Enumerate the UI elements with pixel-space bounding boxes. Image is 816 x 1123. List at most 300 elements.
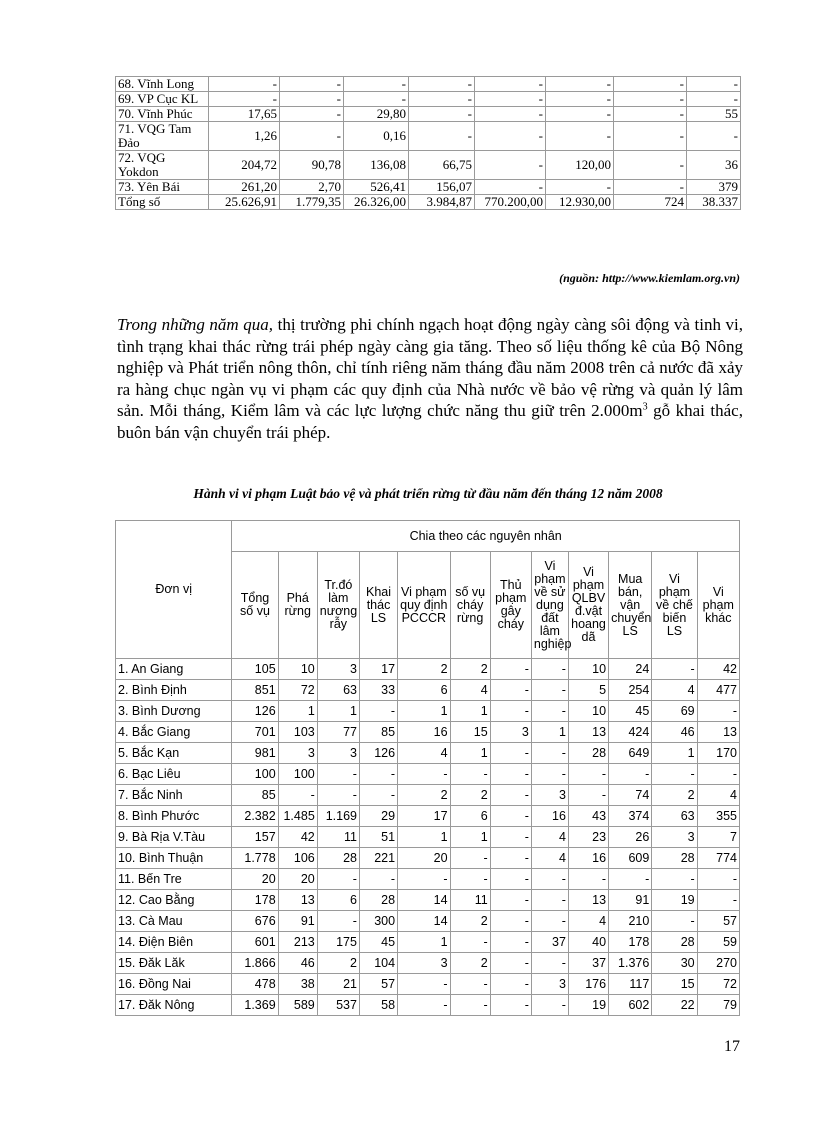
- table-cell: 4: [652, 680, 697, 701]
- table-row: [116, 995, 740, 1016]
- table-cell: -: [490, 743, 531, 764]
- table-row: [116, 806, 740, 827]
- table-cell: 45: [609, 701, 652, 722]
- table-cell: 601: [232, 932, 278, 953]
- table-cell: -: [359, 764, 397, 785]
- table-cell: -: [359, 785, 397, 806]
- table-cell: 3: [278, 743, 317, 764]
- table-cell: -: [697, 890, 739, 911]
- column-header: Vi phạm về sử dụng đất lâm nghiệp: [531, 552, 568, 659]
- table-cell: 57: [359, 974, 397, 995]
- table-cell: -: [490, 764, 531, 785]
- table-row: [116, 659, 740, 680]
- table-cell: 33: [359, 680, 397, 701]
- row-label: 69. VP Cục KL: [116, 92, 209, 107]
- table-cell: 13: [568, 722, 608, 743]
- table-cell: 157: [232, 827, 278, 848]
- row-label: 73. Yên Bái: [116, 180, 209, 195]
- table-cell: 11: [450, 890, 490, 911]
- table-cell: 36: [687, 151, 741, 180]
- table-cell: 85: [232, 785, 278, 806]
- table-row: [116, 890, 740, 911]
- superscript-unit: 3: [642, 401, 648, 413]
- table-cell: -: [317, 764, 359, 785]
- table-cell: 254: [609, 680, 652, 701]
- table-cell: 1: [398, 827, 451, 848]
- table-cell: 15: [450, 722, 490, 743]
- table-cell: 38.337: [687, 195, 741, 210]
- table-cell: 28: [317, 848, 359, 869]
- table-cell: -: [490, 806, 531, 827]
- paragraph-text: thị trường phi chính ngạch hoạt động ngày càng sôi động và tinh vi, tình trạng khai thác rừng trái phép ngày càng gia tăng. Theo số liệu thống kê của Bộ Nông nghiệp và Phát triển nông thôn, chỉ tính riêng năm tháng đầu năm 2008 trên cả nước đã xảy ra hàng chục ngàn vụ vi phạm các quy định của Nhà nước về bảo vệ rừng và quản lý lâm sản. Mỗi tháng, Kiểm lâm và các lực lượng chức năng thu giữ trên 2.000m: [117, 315, 743, 421]
- table-cell: -: [409, 107, 475, 122]
- table-cell: 1: [450, 701, 490, 722]
- table-cell: 29,80: [344, 107, 409, 122]
- table-cell: 2: [398, 785, 451, 806]
- row-label: Tổng số: [116, 195, 209, 210]
- table-cell: 851: [232, 680, 278, 701]
- table-cell: -: [609, 869, 652, 890]
- table-cell: 0,16: [344, 122, 409, 151]
- table-cell: -: [531, 995, 568, 1016]
- table-cell: -: [531, 764, 568, 785]
- table-cell: -: [359, 869, 397, 890]
- row-label: 13. Cà Mau: [116, 911, 232, 932]
- table-cell: 1,26: [209, 122, 280, 151]
- table-cell: -: [531, 869, 568, 890]
- table-cell: 3: [531, 974, 568, 995]
- table-cell: 3: [398, 953, 451, 974]
- row-label: 7. Bắc Ninh: [116, 785, 232, 806]
- table-row: [116, 953, 740, 974]
- table-cell: 1: [398, 701, 451, 722]
- table-cell: -: [652, 764, 697, 785]
- source-citation: (nguồn: http://www.kiemlam.org.vn): [559, 271, 740, 285]
- table-row: [116, 195, 741, 210]
- table-cell: 6: [317, 890, 359, 911]
- table-cell: -: [490, 995, 531, 1016]
- table-row: [116, 180, 741, 195]
- row-label: 2. Bình Định: [116, 680, 232, 701]
- row-label: 6. Bạc Liêu: [116, 764, 232, 785]
- table-cell: 28: [359, 890, 397, 911]
- table-cell: 126: [359, 743, 397, 764]
- table-cell: 424: [609, 722, 652, 743]
- table-cell: -: [614, 180, 687, 195]
- table-cell: 221: [359, 848, 397, 869]
- table-cell: -: [475, 122, 546, 151]
- table-cell: -: [490, 911, 531, 932]
- table-cell: 12.930,00: [546, 195, 614, 210]
- table-cell: 103: [278, 722, 317, 743]
- table-cell: -: [490, 974, 531, 995]
- table-cell: 100: [278, 764, 317, 785]
- table-cell: 16: [398, 722, 451, 743]
- table-row: [116, 827, 740, 848]
- row-label: 72. VQG Yokdon: [116, 151, 209, 180]
- table-cell: 51: [359, 827, 397, 848]
- table-cell: -: [568, 785, 608, 806]
- table-cell: -: [568, 869, 608, 890]
- table-cell: 72: [697, 974, 739, 995]
- table-cell: -: [697, 764, 739, 785]
- table-cell: 20: [278, 869, 317, 890]
- table-cell: 25.626,91: [209, 195, 280, 210]
- table-cell: 14: [398, 911, 451, 932]
- table-cell: -: [490, 827, 531, 848]
- table-row: [116, 701, 740, 722]
- table-cell: 1: [450, 743, 490, 764]
- table-cell: -: [652, 911, 697, 932]
- column-header: Vi phạm về chế biến LS: [652, 552, 697, 659]
- table-cell: -: [450, 869, 490, 890]
- table-cell: -: [531, 890, 568, 911]
- table-cell: -: [697, 701, 739, 722]
- table-cell: 170: [697, 743, 739, 764]
- table-cell: 104: [359, 953, 397, 974]
- table-cell: -: [614, 92, 687, 107]
- column-header: Thủ phạm gây cháy: [490, 552, 531, 659]
- column-header: Tr.đó làm nương rẫy: [317, 552, 359, 659]
- table-cell: 2: [450, 785, 490, 806]
- row-label: 10. Bình Thuận: [116, 848, 232, 869]
- table-cell: 30: [652, 953, 697, 974]
- table-cell: -: [568, 764, 608, 785]
- table-cell: -: [450, 932, 490, 953]
- table-cell: -: [398, 995, 451, 1016]
- violations-table: [115, 520, 740, 1016]
- table-cell: 13: [278, 890, 317, 911]
- column-header: Khai thác LS: [359, 552, 397, 659]
- table-cell: 7: [697, 827, 739, 848]
- row-label: 4. Bắc Giang: [116, 722, 232, 743]
- table-cell: -: [475, 180, 546, 195]
- table-cell: -: [609, 764, 652, 785]
- table-cell: -: [531, 659, 568, 680]
- table-cell: -: [490, 680, 531, 701]
- table-row: [116, 764, 740, 785]
- table-cell: 676: [232, 911, 278, 932]
- table-cell: -: [490, 932, 531, 953]
- table-cell: 1: [450, 827, 490, 848]
- violations-table-body: [116, 659, 740, 1016]
- table-cell: 1: [317, 701, 359, 722]
- row-label: 3. Bình Dương: [116, 701, 232, 722]
- table-cell: -: [490, 869, 531, 890]
- table-cell: 4: [697, 785, 739, 806]
- table-cell: 2: [450, 953, 490, 974]
- table-cell: -: [475, 92, 546, 107]
- table-cell: -: [450, 974, 490, 995]
- table-cell: 74: [609, 785, 652, 806]
- table-cell: 72: [278, 680, 317, 701]
- table-cell: 77: [317, 722, 359, 743]
- table-cell: 300: [359, 911, 397, 932]
- table-cell: 270: [697, 953, 739, 974]
- table-cell: 6: [450, 806, 490, 827]
- table-cell: 14: [398, 890, 451, 911]
- table-cell: -: [546, 107, 614, 122]
- table-cell: -: [317, 869, 359, 890]
- table-cell: -: [531, 953, 568, 974]
- table-row: [116, 122, 741, 151]
- table-cell: 37: [568, 953, 608, 974]
- table-cell: 13: [568, 890, 608, 911]
- table-cell: 11: [317, 827, 359, 848]
- table-cell: 3.984,87: [409, 195, 475, 210]
- table-cell: -: [450, 848, 490, 869]
- column-header: số vụ cháy rừng: [450, 552, 490, 659]
- table-cell: 526,41: [344, 180, 409, 195]
- column-header: Vi phạm quy định PCCCR: [398, 552, 451, 659]
- table-cell: -: [652, 659, 697, 680]
- table-cell: 1: [278, 701, 317, 722]
- table-cell: -: [280, 107, 344, 122]
- table-cell: 19: [568, 995, 608, 1016]
- table-cell: 176: [568, 974, 608, 995]
- table-cell: 355: [697, 806, 739, 827]
- table-cell: -: [475, 151, 546, 180]
- table-cell: 3: [317, 659, 359, 680]
- table-cell: -: [209, 77, 280, 92]
- table-cell: -: [398, 764, 451, 785]
- table-cell: -: [490, 848, 531, 869]
- table-cell: 477: [697, 680, 739, 701]
- table-cell: 3: [652, 827, 697, 848]
- table-cell: -: [344, 77, 409, 92]
- paragraph-lead: Trong những năm qua,: [117, 315, 274, 334]
- table-cell: 29: [359, 806, 397, 827]
- table-cell: 1.778: [232, 848, 278, 869]
- table-cell: 649: [609, 743, 652, 764]
- table-cell: 1.169: [317, 806, 359, 827]
- page-number: 17: [724, 1038, 740, 1055]
- body-paragraph: [117, 314, 743, 444]
- table-cell: 66,75: [409, 151, 475, 180]
- table-cell: -: [687, 77, 741, 92]
- row-label: 70. Vĩnh Phúc: [116, 107, 209, 122]
- table-cell: 91: [609, 890, 652, 911]
- row-label: 1. An Giang: [116, 659, 232, 680]
- table-cell: 10: [568, 701, 608, 722]
- table-cell: 38: [278, 974, 317, 995]
- table-cell: 1.866: [232, 953, 278, 974]
- table-cell: 4: [531, 827, 568, 848]
- table-cell: 23: [568, 827, 608, 848]
- table-cell: 6: [398, 680, 451, 701]
- column-header: Vi phạm khác: [697, 552, 739, 659]
- table-cell: 20: [232, 869, 278, 890]
- forest-area-table-body: [116, 77, 741, 210]
- table-cell: -: [531, 701, 568, 722]
- table-cell: -: [359, 701, 397, 722]
- table-cell: 1: [398, 932, 451, 953]
- table-cell: 13: [697, 722, 739, 743]
- table-cell: 1.369: [232, 995, 278, 1016]
- table-cell: 24: [609, 659, 652, 680]
- table-row: [116, 932, 740, 953]
- table-row: [116, 151, 741, 180]
- table-cell: 85: [359, 722, 397, 743]
- table-cell: -: [531, 911, 568, 932]
- table-cell: 136,08: [344, 151, 409, 180]
- table-cell: 42: [697, 659, 739, 680]
- row-label: 12. Cao Bằng: [116, 890, 232, 911]
- table-cell: 91: [278, 911, 317, 932]
- table-cell: -: [490, 953, 531, 974]
- table-cell: -: [697, 869, 739, 890]
- table-cell: 178: [232, 890, 278, 911]
- table-cell: 126: [232, 701, 278, 722]
- table-cell: 589: [278, 995, 317, 1016]
- table-cell: 63: [317, 680, 359, 701]
- row-label: 71. VQG Tam Đảo: [116, 122, 209, 151]
- table-cell: 1: [652, 743, 697, 764]
- row-label: 14. Điện Biên: [116, 932, 232, 953]
- table-cell: -: [614, 122, 687, 151]
- table-cell: -: [409, 92, 475, 107]
- table-cell: 22: [652, 995, 697, 1016]
- table-row: [116, 785, 740, 806]
- table-cell: 261,20: [209, 180, 280, 195]
- paragraph-text-end: gỗ khai thác, buôn bán vận chuyển trái phép.: [117, 401, 743, 442]
- table-row: [116, 77, 741, 92]
- table-cell: 10: [568, 659, 608, 680]
- table-cell: 1.485: [278, 806, 317, 827]
- table-cell: -: [490, 785, 531, 806]
- table-cell: -: [614, 151, 687, 180]
- table-row: [116, 974, 740, 995]
- table-cell: -: [344, 92, 409, 107]
- row-label: 15. Đăk Lăk: [116, 953, 232, 974]
- table-row: [116, 911, 740, 932]
- table-cell: 537: [317, 995, 359, 1016]
- table-cell: -: [546, 122, 614, 151]
- table-cell: -: [614, 107, 687, 122]
- unit-header: Đơn vị: [116, 521, 232, 659]
- table-cell: -: [278, 785, 317, 806]
- table-cell: 105: [232, 659, 278, 680]
- table-cell: 16: [531, 806, 568, 827]
- table-cell: 2: [398, 659, 451, 680]
- table-cell: -: [546, 180, 614, 195]
- table-cell: 213: [278, 932, 317, 953]
- table-cell: 178: [609, 932, 652, 953]
- table-cell: 10: [278, 659, 317, 680]
- table-cell: 106: [278, 848, 317, 869]
- table-row: [116, 92, 741, 107]
- table-cell: -: [280, 77, 344, 92]
- table-cell: 90,78: [280, 151, 344, 180]
- table-cell: 28: [652, 932, 697, 953]
- table-cell: -: [280, 122, 344, 151]
- violations-header-row: [116, 521, 740, 552]
- table-cell: -: [490, 890, 531, 911]
- table-cell: 1.376: [609, 953, 652, 974]
- row-label: 8. Bình Phước: [116, 806, 232, 827]
- table-cell: -: [546, 92, 614, 107]
- row-label: 17. Đăk Nông: [116, 995, 232, 1016]
- table-cell: 37: [531, 932, 568, 953]
- table-cell: 478: [232, 974, 278, 995]
- row-label: 5. Bắc Kạn: [116, 743, 232, 764]
- column-header: Phá rừng: [278, 552, 317, 659]
- table-cell: 19: [652, 890, 697, 911]
- table-cell: 45: [359, 932, 397, 953]
- table-cell: -: [614, 77, 687, 92]
- row-label: 11. Bến Tre: [116, 869, 232, 890]
- column-header: Mua bán, vận chuyển LS: [609, 552, 652, 659]
- table-row: [116, 107, 741, 122]
- table-caption: Hành vi vi phạm Luật bảo vệ và phát triển rừng từ đầu năm đến tháng 12 năm 2008: [193, 486, 663, 501]
- table-cell: 59: [697, 932, 739, 953]
- table-cell: 17: [359, 659, 397, 680]
- table-cell: -: [475, 107, 546, 122]
- table-row: [116, 869, 740, 890]
- table-cell: 79: [697, 995, 739, 1016]
- table-row: [116, 680, 740, 701]
- table-cell: -: [531, 743, 568, 764]
- table-cell: 4: [398, 743, 451, 764]
- column-header: Vi phạm QLBV đ.vật hoang dã: [568, 552, 608, 659]
- table-cell: 40: [568, 932, 608, 953]
- table-cell: -: [317, 785, 359, 806]
- table-cell: -: [687, 92, 741, 107]
- table-cell: 55: [687, 107, 741, 122]
- table-cell: 26: [609, 827, 652, 848]
- table-cell: 26.326,00: [344, 195, 409, 210]
- table-cell: 46: [652, 722, 697, 743]
- table-cell: 100: [232, 764, 278, 785]
- row-label: 16. Đồng Nai: [116, 974, 232, 995]
- table-cell: 4: [531, 848, 568, 869]
- table-cell: 46: [278, 953, 317, 974]
- table-cell: 374: [609, 806, 652, 827]
- table-cell: 69: [652, 701, 697, 722]
- table-cell: 4: [568, 911, 608, 932]
- table-cell: -: [209, 92, 280, 107]
- table-cell: 3: [490, 722, 531, 743]
- table-cell: -: [475, 77, 546, 92]
- table-cell: -: [398, 869, 451, 890]
- table-cell: 58: [359, 995, 397, 1016]
- table-cell: 609: [609, 848, 652, 869]
- table-cell: 379: [687, 180, 741, 195]
- table-cell: 4: [450, 680, 490, 701]
- table-cell: 701: [232, 722, 278, 743]
- table-cell: 117: [609, 974, 652, 995]
- column-header: Tổng số vụ: [232, 552, 278, 659]
- table-cell: -: [546, 77, 614, 92]
- table-cell: 120,00: [546, 151, 614, 180]
- table-cell: -: [409, 122, 475, 151]
- table-cell: 981: [232, 743, 278, 764]
- cause-group-header: Chia theo các nguyên nhân: [232, 521, 740, 552]
- table-cell: 2,70: [280, 180, 344, 195]
- table-cell: -: [687, 122, 741, 151]
- table-cell: -: [531, 680, 568, 701]
- table-cell: 21: [317, 974, 359, 995]
- table-cell: 57: [697, 911, 739, 932]
- table-row: [116, 743, 740, 764]
- table-cell: 3: [317, 743, 359, 764]
- table-cell: 1: [531, 722, 568, 743]
- table-cell: 42: [278, 827, 317, 848]
- table-cell: 210: [609, 911, 652, 932]
- table-cell: -: [490, 659, 531, 680]
- table-cell: 3: [531, 785, 568, 806]
- table-cell: 16: [568, 848, 608, 869]
